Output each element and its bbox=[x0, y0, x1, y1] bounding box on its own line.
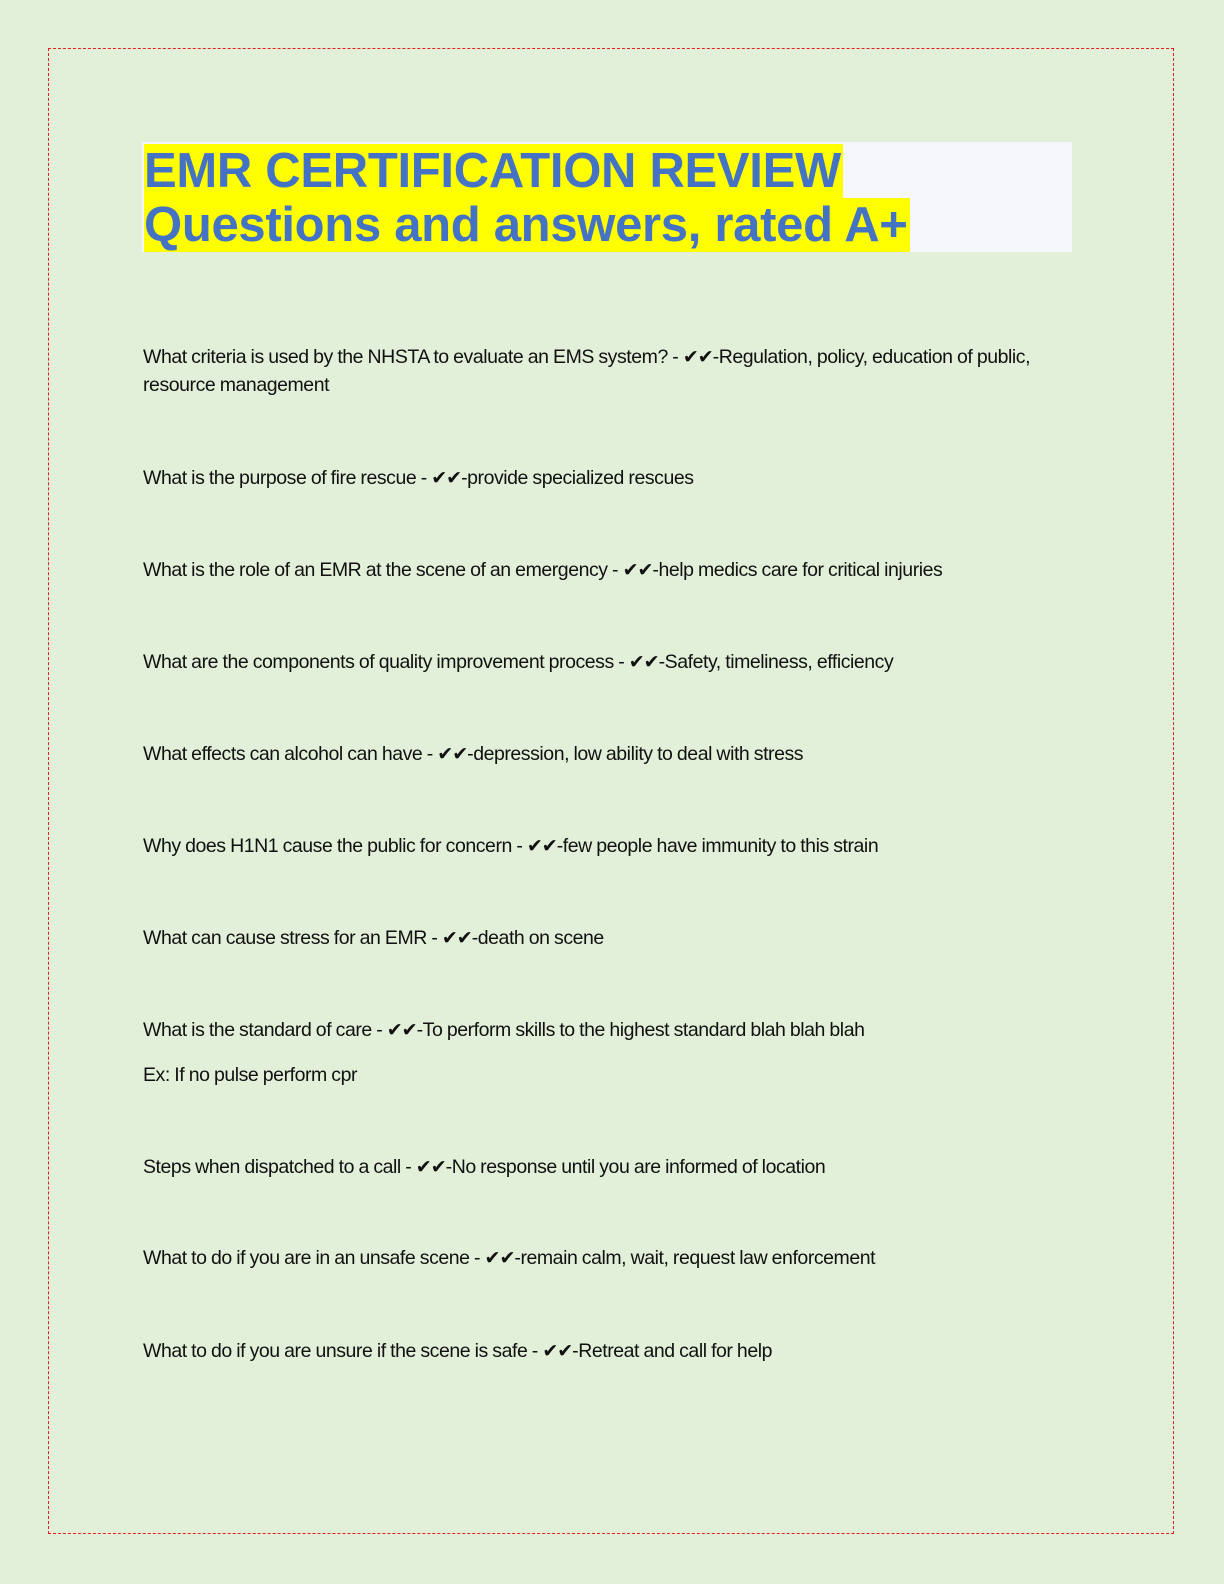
title-block bbox=[142, 142, 1072, 252]
answer-text: No response until you are informed of location bbox=[451, 1156, 826, 1178]
answer-text: few people have immunity to this strain bbox=[562, 835, 879, 857]
answer-prefix: - bbox=[445, 1156, 452, 1178]
double-check-icon: ✔✔ bbox=[484, 1247, 515, 1269]
question-text: What is the purpose of fire rescue bbox=[143, 467, 417, 489]
answer-text: Retreat and call for help bbox=[578, 1340, 773, 1362]
answer-text: depression, low ability to deal with stress bbox=[473, 743, 804, 765]
double-check-icon: ✔✔ bbox=[526, 835, 557, 857]
answer-text: death on scene bbox=[477, 927, 604, 949]
question-text: What can cause stress for an EMR bbox=[143, 927, 427, 949]
separator: - bbox=[400, 1156, 416, 1178]
answer-prefix: - bbox=[572, 1340, 579, 1362]
answer-prefix: - bbox=[712, 346, 719, 368]
separator: - bbox=[511, 835, 527, 857]
answer-text: Safety, timeliness, efficiency bbox=[664, 651, 894, 673]
double-check-icon: ✔✔ bbox=[386, 1019, 417, 1041]
question-text: What to do if you are in an unsafe scene bbox=[143, 1247, 470, 1269]
question-text: What effects can alcohol can have bbox=[143, 743, 423, 765]
question-text: Steps when dispatched to a call bbox=[143, 1156, 401, 1178]
answer-prefix: - bbox=[658, 651, 665, 673]
qa-item bbox=[143, 1244, 1073, 1272]
answer-prefix: - bbox=[471, 927, 478, 949]
qa-item bbox=[143, 1337, 1073, 1365]
double-check-icon: ✔✔ bbox=[431, 467, 462, 489]
separator: - bbox=[416, 467, 432, 489]
separator: - bbox=[527, 1340, 543, 1362]
question-text: What criteria is used by the NHSTA to evaluate an EMS system? bbox=[143, 346, 668, 368]
question-text: What are the components of quality improvement process bbox=[143, 651, 614, 673]
qa-item bbox=[143, 1016, 1073, 1044]
separator: - bbox=[667, 346, 683, 368]
double-check-icon: ✔✔ bbox=[628, 651, 659, 673]
question-text: What is the role of an EMR at the scene of an emergency bbox=[143, 559, 608, 581]
answer-text: help medics care for critical injuries bbox=[658, 559, 943, 581]
qa-item bbox=[143, 343, 1073, 399]
separator: - bbox=[613, 651, 629, 673]
answer-prefix: - bbox=[416, 1019, 423, 1041]
qa-item bbox=[143, 464, 1073, 492]
question-text: Why does H1N1 cause the public for concern bbox=[143, 835, 512, 857]
title-line-2: Questions and answers, rated A+ bbox=[144, 198, 908, 252]
separator: - bbox=[422, 743, 438, 765]
separator: - bbox=[607, 559, 623, 581]
answer-text: provide specialized rescues bbox=[467, 467, 694, 489]
question-text: What to do if you are unsure if the scene is safe bbox=[143, 1340, 528, 1362]
title-line-1: EMR CERTIFICATION REVIEW bbox=[144, 144, 841, 198]
answer-prefix: - bbox=[467, 743, 474, 765]
answer-example: Ex: If no pulse perform cpr bbox=[143, 1064, 358, 1086]
page-border bbox=[48, 48, 1174, 1534]
double-check-icon: ✔✔ bbox=[437, 743, 468, 765]
answer-text: To perform skills to the highest standard blah blah blah bbox=[422, 1019, 865, 1041]
question-text: What is the standard of care bbox=[143, 1019, 372, 1041]
qa-item bbox=[143, 832, 1073, 860]
answer-text: Regulation, policy, education of public, resource management bbox=[143, 346, 1031, 396]
separator: - bbox=[469, 1247, 485, 1269]
qa-item bbox=[143, 1153, 1073, 1181]
answer-prefix: - bbox=[514, 1247, 521, 1269]
answer-prefix: - bbox=[652, 559, 659, 581]
separator: - bbox=[371, 1019, 387, 1041]
double-check-icon: ✔✔ bbox=[441, 927, 472, 949]
qa-item bbox=[143, 740, 1073, 768]
answer-text: remain calm, wait, request law enforcement bbox=[520, 1247, 876, 1269]
double-check-icon: ✔✔ bbox=[415, 1156, 446, 1178]
double-check-icon: ✔✔ bbox=[682, 346, 713, 368]
separator: - bbox=[426, 927, 442, 949]
qa-item bbox=[143, 648, 1073, 676]
answer-prefix: - bbox=[556, 835, 563, 857]
double-check-icon: ✔✔ bbox=[542, 1340, 573, 1362]
double-check-icon: ✔✔ bbox=[622, 559, 653, 581]
qa-item bbox=[143, 556, 1073, 584]
answer-prefix: - bbox=[461, 467, 468, 489]
qa-item bbox=[143, 924, 1073, 952]
